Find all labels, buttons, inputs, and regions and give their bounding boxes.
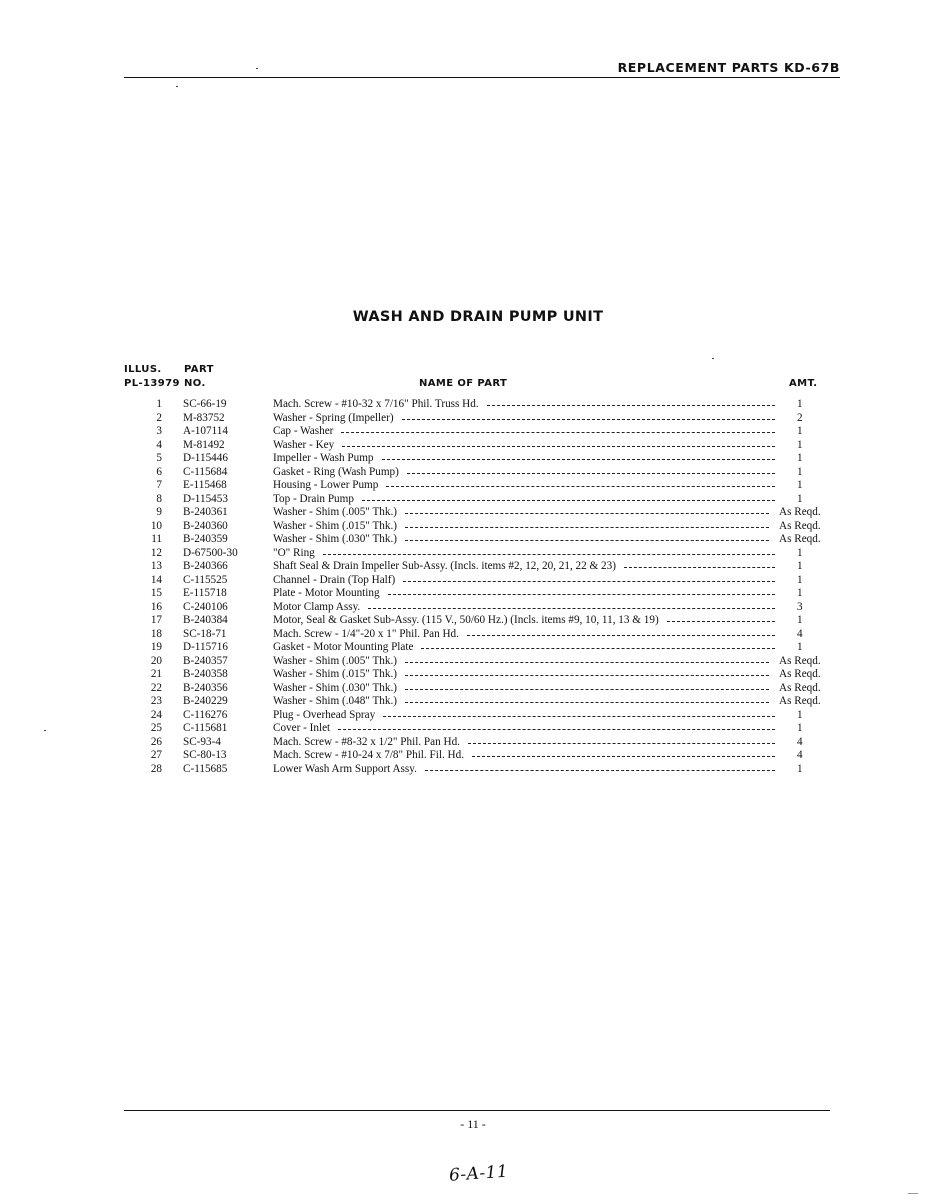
leader-dashes xyxy=(342,446,775,447)
table-row xyxy=(0,763,946,777)
part-name: Mach. Screw - 1/4"-20 x 1" Phil. Pan Hd. xyxy=(273,627,459,640)
part-name: Washer - Spring (Impeller) xyxy=(273,411,394,424)
part-number: B-240359 xyxy=(183,533,228,545)
scan-speck xyxy=(256,68,258,69)
part-amount: 1 xyxy=(797,560,803,572)
part-number: B-240366 xyxy=(183,560,228,572)
part-name: Motor Clamp Assy. xyxy=(273,600,361,613)
table-row xyxy=(0,722,946,736)
leader-dashes xyxy=(487,405,775,406)
part-number: B-240358 xyxy=(183,668,228,680)
illus-number: 21 xyxy=(150,668,162,680)
table-row xyxy=(0,479,946,493)
part-description xyxy=(273,614,779,628)
part-description xyxy=(273,452,779,466)
column-header-part-no: NO. xyxy=(184,378,206,389)
illus-number: 8 xyxy=(156,492,162,505)
part-description xyxy=(273,439,779,453)
part-name: Washer - Shim (.015" Thk.) xyxy=(273,519,398,532)
part-number: E-115468 xyxy=(183,479,227,491)
leader-dashes xyxy=(382,459,776,460)
part-amount: 1 xyxy=(797,641,803,653)
part-name: Mach. Screw - #10-24 x 7/8" Phil. Fil. Hd. xyxy=(273,749,465,761)
table-row xyxy=(0,682,946,696)
part-number: D-115453 xyxy=(183,492,228,505)
scan-speck xyxy=(908,1193,918,1194)
part-name: Motor, Seal & Gasket Sub-Assy. (115 V., 50/60 Hz.) (Incls. items #9, 10, 11, 13 & 19) xyxy=(273,614,659,626)
part-description xyxy=(273,479,779,493)
part-name: Washer - Key xyxy=(273,438,335,451)
part-description xyxy=(273,628,779,642)
part-name: Lower Wash Arm Support Assy. xyxy=(273,762,417,775)
illus-number: 25 xyxy=(150,722,162,734)
table-row xyxy=(0,533,946,547)
part-description xyxy=(273,520,773,534)
part-description xyxy=(273,560,779,574)
part-description xyxy=(273,412,779,426)
illus-number: 22 xyxy=(150,681,162,694)
table-row xyxy=(0,452,946,466)
part-description xyxy=(273,574,779,588)
page-number: - 11 - xyxy=(460,1117,486,1131)
header-rule xyxy=(124,77,840,78)
footer-rule xyxy=(124,1110,830,1111)
table-row xyxy=(0,695,946,709)
part-amount: 2 xyxy=(797,411,803,424)
part-description xyxy=(273,493,779,507)
illus-number: 1 xyxy=(156,398,162,410)
leader-dashes xyxy=(467,635,775,636)
part-name: Impeller - Wash Pump xyxy=(273,452,374,464)
illus-number: 4 xyxy=(156,438,162,451)
leader-dashes xyxy=(388,594,775,595)
part-description xyxy=(273,763,779,777)
table-row xyxy=(0,547,946,561)
leader-dashes xyxy=(403,581,775,582)
part-amount: 1 xyxy=(797,708,803,721)
part-name: Gasket - Motor Mounting Plate xyxy=(273,641,414,653)
part-amount: 1 xyxy=(797,614,803,626)
table-row xyxy=(0,466,946,480)
column-header-part: PART xyxy=(184,364,214,375)
leader-dashes xyxy=(323,554,775,555)
part-amount: 1 xyxy=(797,762,803,775)
leader-dashes xyxy=(667,621,775,622)
leader-dashes xyxy=(405,513,769,514)
illus-number: 12 xyxy=(150,546,162,559)
part-name: Top - Drain Pump xyxy=(273,492,354,505)
leader-dashes xyxy=(405,540,769,541)
scan-speck xyxy=(712,358,714,359)
leader-dashes xyxy=(405,662,769,663)
part-description xyxy=(273,506,773,520)
table-row xyxy=(0,628,946,642)
illus-number: 15 xyxy=(150,587,162,599)
part-name: "O" Ring xyxy=(273,546,315,559)
illus-number: 26 xyxy=(150,735,162,748)
part-description xyxy=(273,655,773,669)
part-description xyxy=(273,601,779,615)
illus-number: 11 xyxy=(151,533,162,545)
illus-number: 20 xyxy=(150,654,162,667)
leader-dashes xyxy=(386,486,775,487)
leader-dashes xyxy=(405,527,769,528)
table-row xyxy=(0,425,946,439)
illus-number: 24 xyxy=(150,708,162,721)
part-amount: 1 xyxy=(797,425,803,437)
part-number: M-83752 xyxy=(183,411,225,424)
part-amount: 1 xyxy=(797,546,803,559)
table-row xyxy=(0,668,946,682)
table-row xyxy=(0,749,946,763)
part-number: C-115681 xyxy=(183,722,228,734)
illus-number: 23 xyxy=(150,695,162,707)
part-description xyxy=(273,547,779,561)
part-number: D-67500-30 xyxy=(183,546,238,559)
part-amount: 1 xyxy=(797,722,803,734)
part-description xyxy=(273,722,779,736)
part-amount: 1 xyxy=(797,452,803,464)
handwritten-mark: 6-A-11 xyxy=(448,1161,509,1186)
part-number: A-107114 xyxy=(183,425,228,437)
part-name: Washer - Shim (.030" Thk.) xyxy=(273,533,398,545)
part-amount: 1 xyxy=(797,492,803,505)
table-row xyxy=(0,736,946,750)
column-header-amt: AMT. xyxy=(789,378,818,389)
leader-dashes xyxy=(368,608,775,609)
part-name: Mach. Screw - #8-32 x 1/2" Phil. Pan Hd. xyxy=(273,735,460,748)
table-row xyxy=(0,493,946,507)
table-row xyxy=(0,641,946,655)
leader-dashes xyxy=(383,716,775,717)
part-name: Washer - Shim (.005" Thk.) xyxy=(273,506,398,518)
part-description xyxy=(273,709,779,723)
illus-number: 18 xyxy=(150,627,162,640)
part-description xyxy=(273,749,779,763)
leader-dashes xyxy=(468,743,775,744)
table-row xyxy=(0,560,946,574)
part-amount: 1 xyxy=(797,465,803,478)
part-amount: 1 xyxy=(797,587,803,599)
part-amount: 1 xyxy=(797,398,803,410)
leader-dashes xyxy=(421,648,775,649)
part-description xyxy=(273,695,773,709)
illus-number: 5 xyxy=(156,452,162,464)
part-description xyxy=(273,466,779,480)
part-amount: As Reqd. xyxy=(779,681,821,694)
part-name: Channel - Drain (Top Half) xyxy=(273,573,396,586)
part-name: Washer - Shim (.048" Thk.) xyxy=(273,695,398,707)
part-number: B-240360 xyxy=(183,519,228,532)
parts-list xyxy=(0,398,946,776)
illus-number: 2 xyxy=(156,411,162,424)
table-row xyxy=(0,574,946,588)
part-number: SC-66-19 xyxy=(183,398,227,410)
part-number: E-115718 xyxy=(183,587,227,599)
part-description xyxy=(273,425,779,439)
table-row xyxy=(0,709,946,723)
leader-dashes xyxy=(405,675,769,676)
illus-number: 7 xyxy=(156,479,162,491)
part-number: SC-80-13 xyxy=(183,749,227,761)
part-number: B-240229 xyxy=(183,695,228,707)
part-name: Plug - Overhead Spray xyxy=(273,708,376,721)
table-row xyxy=(0,655,946,669)
leader-dashes xyxy=(362,500,775,501)
part-number: B-240361 xyxy=(183,506,228,518)
table-row xyxy=(0,412,946,426)
part-amount: As Reqd. xyxy=(779,519,821,532)
leader-dashes xyxy=(472,756,775,757)
part-number: C-116276 xyxy=(183,708,228,721)
part-name: Cover - Inlet xyxy=(273,722,331,734)
leader-dashes xyxy=(405,689,769,690)
part-number: M-81492 xyxy=(183,438,225,451)
part-amount: As Reqd. xyxy=(779,506,821,518)
part-number: B-240384 xyxy=(183,614,228,626)
part-name: Washer - Shim (.030" Thk.) xyxy=(273,681,398,694)
table-row xyxy=(0,520,946,534)
part-number: SC-18-71 xyxy=(183,627,227,640)
part-amount: As Reqd. xyxy=(779,533,821,545)
part-name: Gasket - Ring (Wash Pump) xyxy=(273,465,399,478)
leader-dashes xyxy=(405,702,769,703)
illus-number: 3 xyxy=(156,425,162,437)
illus-number: 14 xyxy=(150,573,162,586)
part-amount: As Reqd. xyxy=(779,695,821,707)
part-amount: 3 xyxy=(797,600,803,613)
column-header-illus: ILLUS. xyxy=(124,364,162,375)
part-name: Cap - Washer xyxy=(273,425,334,437)
part-name: Washer - Shim (.015" Thk.) xyxy=(273,668,398,680)
part-amount: 1 xyxy=(797,573,803,586)
part-number: C-240106 xyxy=(183,600,228,613)
part-amount: 4 xyxy=(797,749,803,761)
illus-number: 19 xyxy=(150,641,162,653)
table-row xyxy=(0,439,946,453)
table-row xyxy=(0,614,946,628)
leader-dashes xyxy=(407,473,775,474)
document-title: WASH AND DRAIN PUMP UNIT xyxy=(352,309,604,325)
part-name: Housing - Lower Pump xyxy=(273,479,379,491)
illus-number: 6 xyxy=(156,465,162,478)
part-description xyxy=(273,587,779,601)
part-number: D-115446 xyxy=(183,452,228,464)
part-amount: As Reqd. xyxy=(779,654,821,667)
page-header-title: REPLACEMENT PARTS KD-67B xyxy=(617,60,840,75)
illus-number: 28 xyxy=(150,762,162,775)
part-number: D-115716 xyxy=(183,641,228,653)
part-name: Shaft Seal & Drain Impeller Sub-Assy. (Incls. items #2, 12, 20, 21, 22 & 23) xyxy=(273,560,616,572)
part-description xyxy=(273,641,779,655)
table-row xyxy=(0,398,946,412)
column-header-name: NAME OF PART xyxy=(419,378,508,389)
table-row xyxy=(0,587,946,601)
part-description xyxy=(273,668,773,682)
part-description xyxy=(273,736,779,750)
part-name: Plate - Motor Mounting xyxy=(273,587,380,599)
leader-dashes xyxy=(341,432,775,433)
part-number: C-115684 xyxy=(183,465,228,478)
illus-number: 27 xyxy=(150,749,162,761)
table-row xyxy=(0,506,946,520)
column-header-illus-plate: PL-13979 xyxy=(124,378,180,389)
part-amount: As Reqd. xyxy=(779,668,821,680)
leader-dashes xyxy=(624,567,775,568)
part-number: C-115525 xyxy=(183,573,228,586)
part-description xyxy=(273,533,773,547)
part-amount: 1 xyxy=(797,479,803,491)
part-number: B-240356 xyxy=(183,681,228,694)
scan-speck xyxy=(176,86,178,87)
illus-number: 17 xyxy=(150,614,162,626)
part-name: Mach. Screw - #10-32 x 7/16" Phil. Truss Hd. xyxy=(273,398,479,410)
table-row xyxy=(0,601,946,615)
illus-number: 9 xyxy=(156,506,162,518)
leader-dashes xyxy=(402,419,775,420)
part-number: B-240357 xyxy=(183,654,228,667)
part-number: SC-93-4 xyxy=(183,735,221,748)
part-amount: 4 xyxy=(797,627,803,640)
part-description xyxy=(273,682,773,696)
part-name: Washer - Shim (.005" Thk.) xyxy=(273,654,398,667)
leader-dashes xyxy=(338,729,775,730)
part-description xyxy=(273,398,779,412)
part-amount: 1 xyxy=(797,438,803,451)
illus-number: 13 xyxy=(150,560,162,572)
part-number: C-115685 xyxy=(183,762,228,775)
part-amount: 4 xyxy=(797,735,803,748)
illus-number: 16 xyxy=(150,600,162,613)
leader-dashes xyxy=(425,770,775,771)
illus-number: 10 xyxy=(150,519,162,532)
